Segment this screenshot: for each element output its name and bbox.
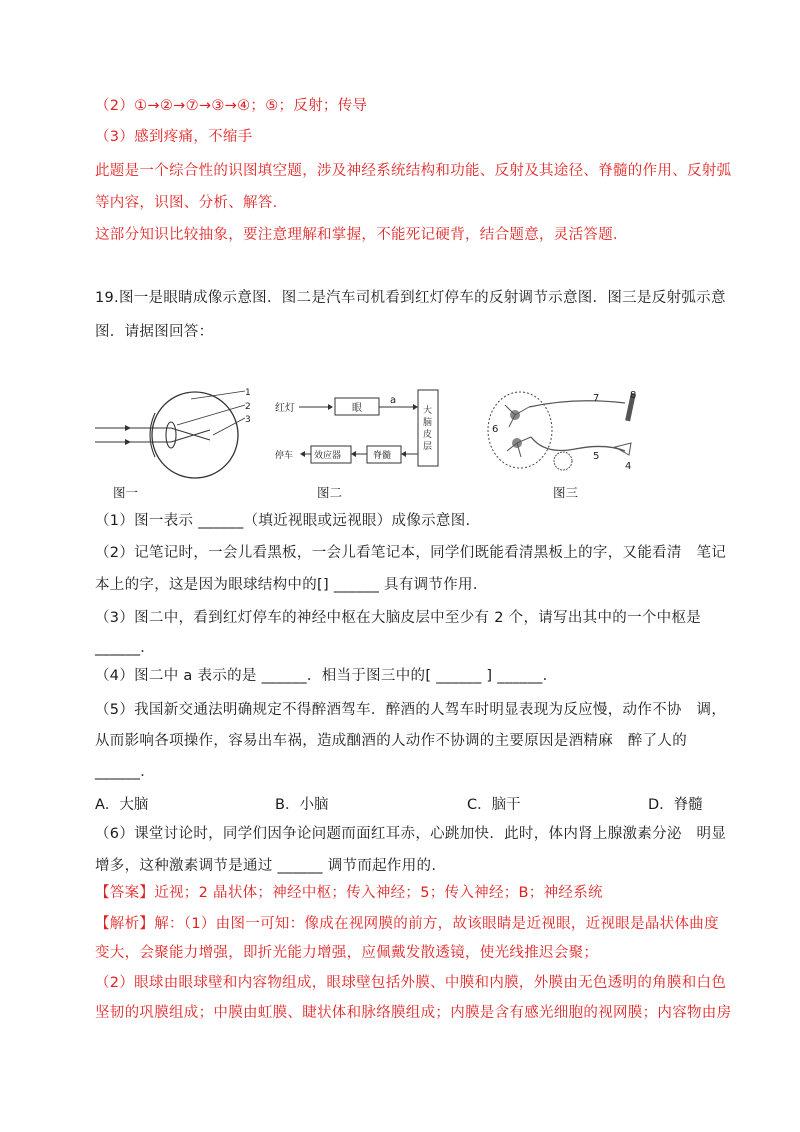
q19-stem-line-1: 19.图一是眼睛成像示意图．图二是汽车司机看到红灯停车的反射调节示意图．图三是反射弧示意 bbox=[95, 290, 726, 306]
fig1-label-3: 3 bbox=[245, 415, 251, 425]
reflex-flow-diagram bbox=[275, 385, 460, 485]
fig2-effector: 效应器 bbox=[314, 451, 342, 461]
option-d: D．脊髓 bbox=[648, 797, 703, 813]
fig3-label-6: 6 bbox=[492, 424, 499, 435]
q19-part-4: （4）图二中 a 表示的是 ______．相当于图三中的[ ______ ] ______． bbox=[95, 668, 558, 684]
q19-part-1: （1）图一表示 ______（填近视眼或远视眼）成像示意图. bbox=[95, 513, 471, 529]
prev-analysis-line-2: 等内容，识图、分析、解答. bbox=[95, 195, 278, 211]
q19-part-5-line-2: 从而影响各项操作，容易出车祸，造成酗酒的人动作不协调的主要原因是酒精麻 醉了人的 bbox=[95, 733, 687, 749]
analysis-line-2: 变大，会聚能力增强，即折光能力增强，应佩戴发散透镜，使光线推迟会聚； bbox=[95, 945, 599, 961]
fig3-label-8: 8 bbox=[630, 390, 637, 401]
fig3-label-5: 5 bbox=[593, 451, 600, 462]
q19-part-5-line-3: ______． bbox=[95, 764, 156, 780]
fig1-caption: 图一 bbox=[113, 485, 139, 500]
fig2-spinal: 脊髓 bbox=[373, 451, 392, 461]
q19-part-2-line-1: （2）记笔记时，一会儿看黑板，一会儿看笔记本，同学们既能看清黑板上的字，又能看清 笔记 bbox=[95, 545, 727, 561]
fig3-label-7: 7 bbox=[593, 393, 600, 404]
fig1-label-1: 1 bbox=[245, 388, 251, 398]
fig3-label-4: 4 bbox=[625, 461, 632, 472]
fig2-cortex-4: 层 bbox=[423, 442, 433, 452]
fig2-a: a bbox=[390, 395, 397, 406]
answer-line: 【答案】近视；2 晶状体；神经中枢；传入神经；5；传入神经；B；神经系统 bbox=[95, 885, 603, 901]
fig1-label-2: 2 bbox=[245, 402, 251, 412]
fig2-eye: 眼 bbox=[352, 403, 362, 414]
q19-stem-line-2: 图．请据图回答： bbox=[95, 324, 214, 340]
q19-part-2-line-2: 本上的字，这是因为眼球结构中的[] ______ 具有调节作用. bbox=[95, 577, 478, 593]
prev-analysis-line-1: 此题是一个综合性的识图填空题，涉及神经系统结构和功能、反射及其途径、脊髓的作用、反射弧 bbox=[95, 163, 732, 179]
reflex-arc-diagram bbox=[485, 385, 655, 485]
q19-part-3-line-1: （3）图二中，看到红灯停车的神经中枢在大脑皮层中至少有 2 个，请写出其中的一个中枢是 bbox=[95, 610, 702, 626]
fig2-caption: 图二 bbox=[317, 485, 343, 500]
fig2-cortex-3: 皮 bbox=[423, 430, 433, 440]
analysis-line-1: 【解析】解：（1）由图一可知：像成在视网膜的前方，故该眼睛是近视眼，近视眼是晶状体曲度 bbox=[95, 916, 719, 932]
prev-answer-q3: （3）感到疼痛，不缩手 bbox=[95, 129, 253, 145]
fig2-stop: 停车 bbox=[275, 451, 294, 461]
q19-part-5-line-1: （5）我国新交通法明确规定不得醉酒驾车．醉酒的人驾车时明显表现为反应慢，动作不协 调， bbox=[95, 702, 727, 718]
option-a: A．大脑 bbox=[95, 797, 149, 813]
q19-part-6-line-2: 增多，这种激素调节是通过 ______ 调节而起作用的. bbox=[95, 858, 437, 874]
q19-part-6-line-1: （6）课堂讨论时，同学们因争论问题而面红耳赤，心跳加快．此时，体内肾上腺激素分泌 明显 bbox=[95, 826, 727, 842]
fig2-cortex-1: 大 bbox=[423, 406, 433, 416]
fig2-red-light: 红灯 bbox=[275, 403, 295, 414]
prev-answer-q2: （2）①→②→⑦→③→④；⑤；反射；传导 bbox=[95, 98, 368, 114]
option-b: B．小脑 bbox=[275, 797, 329, 813]
fig3-caption: 图三 bbox=[553, 485, 579, 500]
eye-diagram bbox=[95, 385, 251, 485]
option-c: C．脑干 bbox=[467, 797, 521, 813]
q19-part-3-line-2: ______． bbox=[95, 640, 156, 656]
analysis-line-4: 坚韧的巩膜组成；中膜由虹膜、睫状体和脉络膜组成；内膜是含有感光细胞的视网膜；内容物由房 bbox=[95, 1005, 732, 1021]
prev-analysis-line-3: 这部分知识比较抽象，要注意理解和掌握，不能死记硬背，结合题意，灵活答题. bbox=[95, 227, 618, 243]
analysis-line-3: （2）眼球由眼球壁和内容物组成，眼球壁包括外膜、中膜和内膜，外膜由无色透明的角膜和白色 bbox=[95, 975, 727, 991]
fig2-cortex-2: 脑 bbox=[423, 418, 433, 428]
q19-figures bbox=[95, 385, 655, 503]
